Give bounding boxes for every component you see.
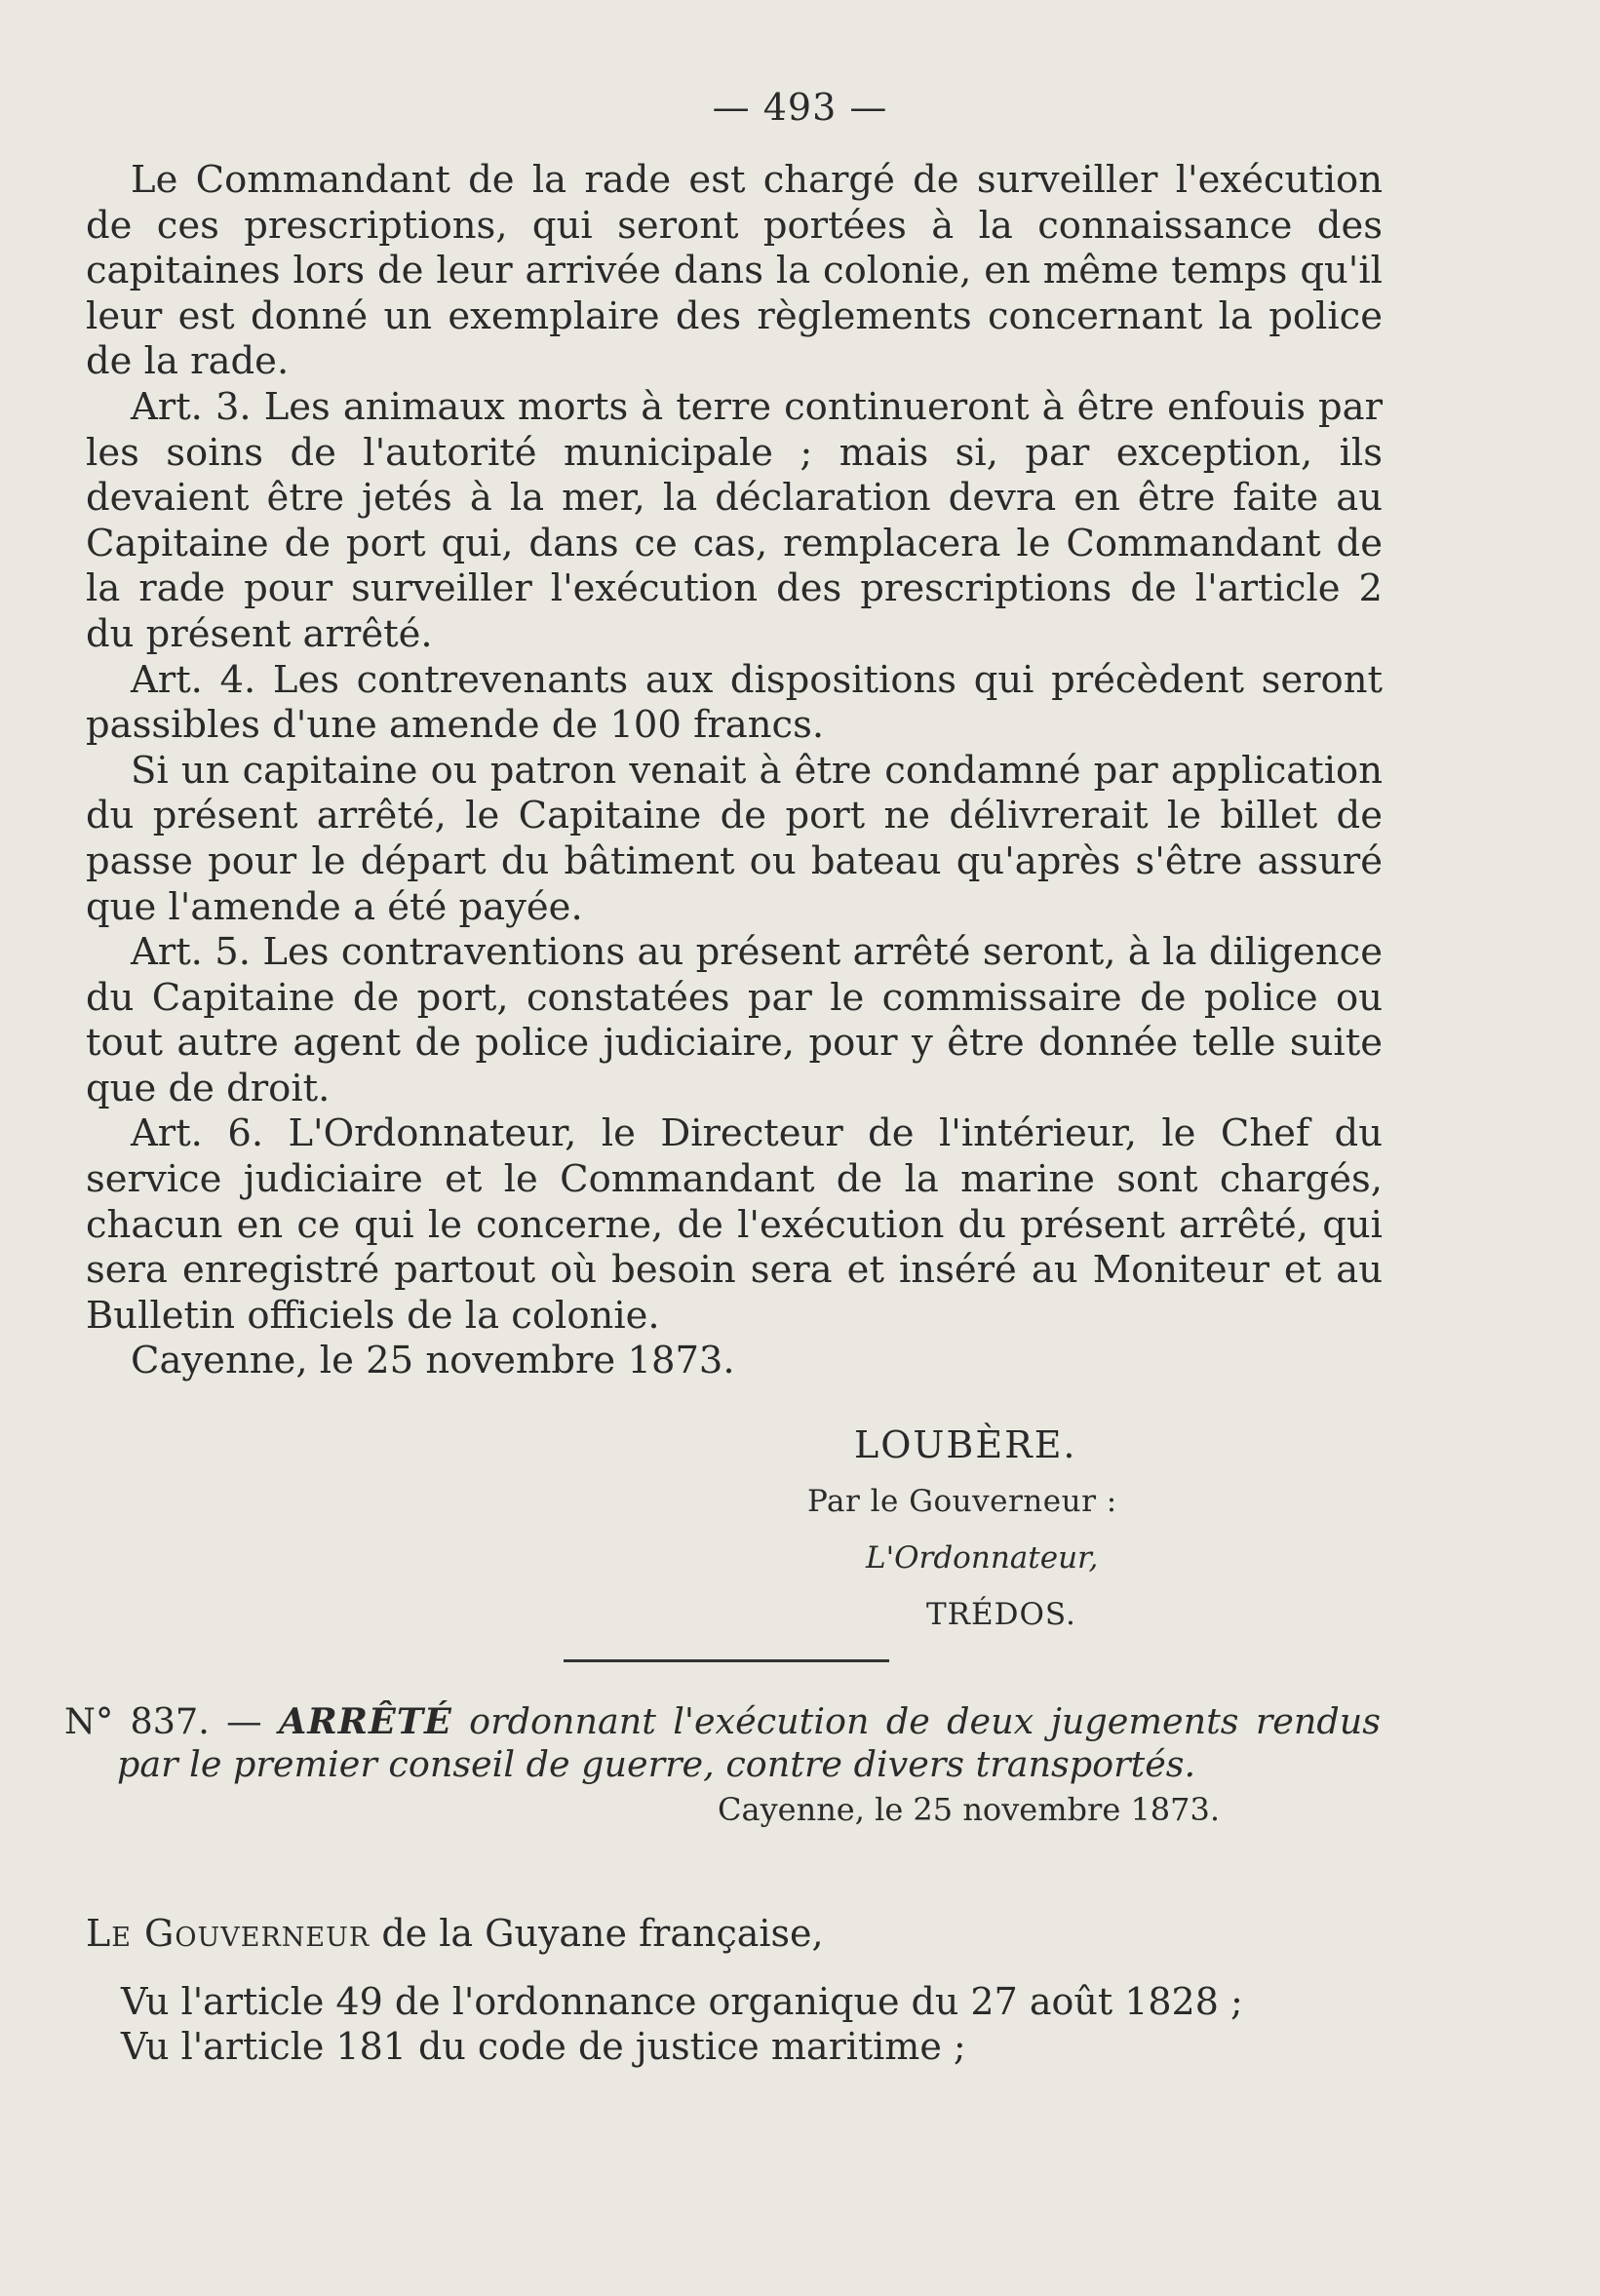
governor-section <box>86 1911 1383 2069</box>
paragraph-art-6: Art. 6. L'Ordonnateur, le Directeur de l'intérieur, le Chef du service judiciaire et le Commandant de la marine sont chargés, chacun en ce qui le concerne, de l'exécution du présent arrêté, qui sera enregistré partout où besoin sera et inséré au Moniteur et au Bulletin officiels de la colonie. <box>86 1111 1383 1338</box>
decree-description: ordonnant l'exécution de deux jugements rendus par le premier conseil de guerre, contre divers transportés. <box>117 1700 1381 1785</box>
section-divider <box>564 1659 889 1662</box>
decree-date: Cayenne, le 25 novembre 1873. <box>718 1791 1221 1828</box>
governor-title: Le Gouverneur <box>86 1912 371 1955</box>
decree-header <box>64 1700 1381 1833</box>
closing-date: Cayenne, le 25 novembre 1873. <box>131 1339 735 1383</box>
paragraph-condamnation: Si un capitaine ou patron venait à être condamné par application du présent arrêté, le Capitaine de port ne délivrerait le billet de passe pour le départ du bâtiment ou bateau qu'après s'être assuré que l'amende a été payée. <box>86 748 1383 929</box>
paragraph-commandant: Le Commandant de la rade est chargé de surveiller l'exécution de ces prescriptions, qui seront portées à la connaissance des capitaines lors de leur arrivée dans la colonie, en même temps qu'il leur est donné un exemplaire des règlements concernant la police de la rade. <box>86 158 1383 384</box>
paragraph-art-4: Art. 4. Les contrevenants aux dispositions qui précèdent seront passibles d'une amende de 100 francs. <box>86 657 1383 748</box>
decree-title <box>64 1700 1381 1786</box>
body-text <box>86 158 1383 1384</box>
paragraph-art-5: Art. 5. Les contraventions au présent arrêté seront, à la diligence du Capitaine de port, constatées par le commissaire de police ou tout autre agent de police judiciaire, pour y être donnée telle suite que de droit. <box>86 930 1383 1110</box>
governor-rest: de la Guyane française, <box>381 1912 824 1955</box>
signature-name: LOUBÈRE. <box>854 1423 1077 1466</box>
page-number: — 493 — <box>712 86 888 129</box>
decree-number: N° 837. — <box>64 1700 262 1742</box>
vu-article-181: Vu l'article 181 du code de justice maritime ; <box>121 2025 966 2068</box>
vu-article-49: Vu l'article 49 de l'ordonnance organique du 27 août 1828 ; <box>121 1980 1243 2023</box>
paragraph-art-3: Art. 3. Les animaux morts à terre continueront à être enfouis par les soins de l'autorité municipale ; mais si, par exception, ils devaient être jetés à la mer, la déclaration devra en être faite au Capitaine de port qui, dans ce cas, remplacera le Commandant de la rade pour surveiller l'exécution des prescriptions de l'article 2 du présent arrêté. <box>86 384 1383 656</box>
signature-signatory: TRÉDOS. <box>926 1597 1076 1632</box>
governor-line <box>86 1911 1383 1956</box>
decree-label: ARRÊTÉ <box>279 1700 452 1742</box>
signature-role: L'Ordonnateur, <box>866 1540 1099 1576</box>
signature-par-le-gouverneur: Par le Gouverneur : <box>807 1484 1117 1519</box>
